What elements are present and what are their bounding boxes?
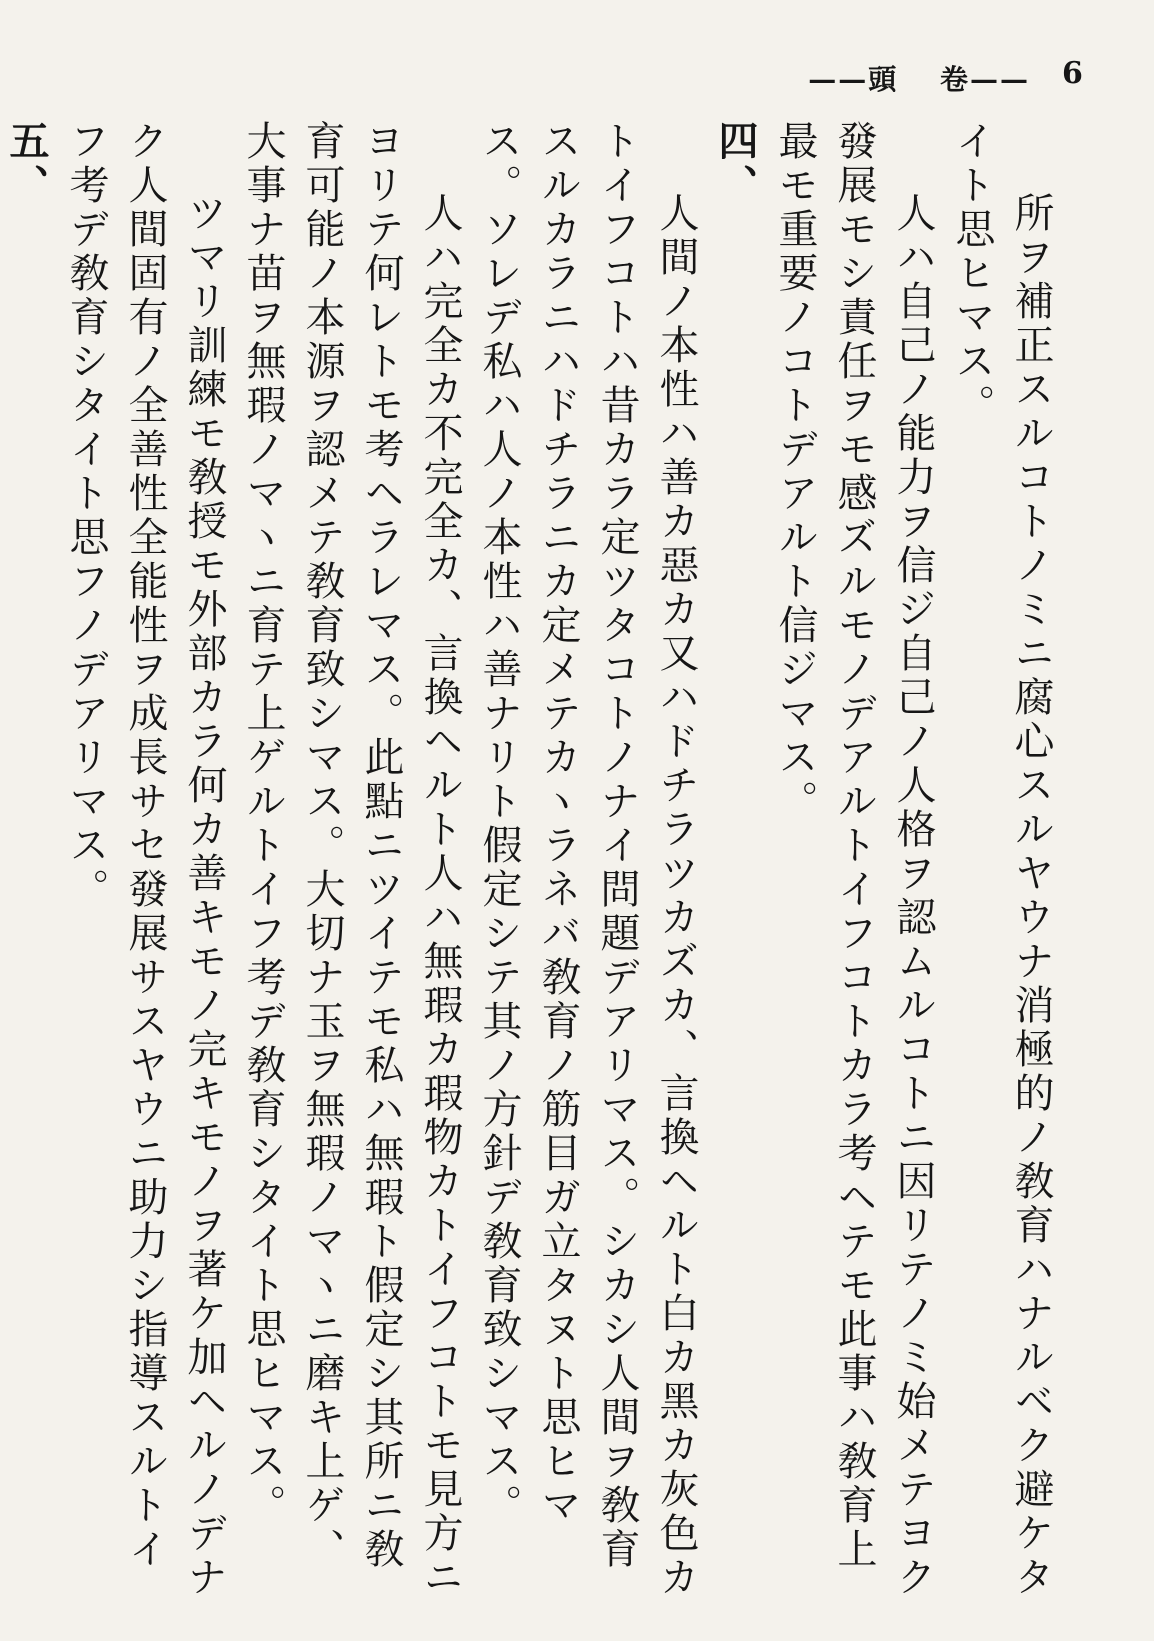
paragraph: 所ヲ補正スルコトノミニ腐心スルヤウナ消極的ノ敎育ハナルベク避ケタイト思ヒマス。: [949, 120, 1054, 1600]
paragraph: 人間ノ本性ハ善カ惡カ又ハドチラツカズカ、言換ヘルト白カ黑カ灰色カトイフコトハ昔カラ定ツタコトノナイ問題デアリマス。シカシ人間ヲ敎育スルカラニハドチラニカ定メテカヽラネバ敎育ノ筋目ガ立タヌト思ヒマス。ソレデ私ハ人ノ本性ハ善ナリト假定シテ其ノ方針デ敎育致シマス。: [476, 120, 699, 1600]
item-number: 四、: [712, 120, 759, 208]
item-number: 五、: [3, 120, 50, 208]
body-text: [3, 120, 1060, 1600]
paragraph: 人ハ自己ノ能力ヲ信ジ自己ノ人格ヲ認ムルコトニ因リテノミ始メテヨク發展モシ責任ヲモ感ズルモノデアルトイフコトカラ考ヘテモ此事ハ敎育上最モ重要ノコトデアルト信ジマス。: [772, 120, 936, 1600]
section-number: [705, 120, 765, 1600]
running-head: [740, 58, 1030, 98]
page-number: 6: [1062, 56, 1083, 91]
paragraph: 人ハ完全カ不完全カ、言換ヘルト人ハ無瑕カ瑕物カトイフコトモ見方ニヨリテ何レトモ考ヘラレマス。此點ニツイテモ私ハ無瑕ト假定シ其所ニ敎育可能ノ本源ヲ認メテ敎育致シマス。大切ナ玉ヲ無瑕ノマヽニ磨キ上ゲ、大事ナ苗ヲ無瑕ノマヽニ育テ上ゲルトイフ考デ敎育シタイト思ヒマス。: [240, 120, 463, 1600]
running-head-text: ——頭 卷——: [808, 63, 1030, 96]
paragraph: ツマリ訓練モ敎授モ外部カラ何カ善キモノ完キモノヲ著ケ加ヘルノデナク人間固有ノ全善性全能性ヲ成長サセ發展サスヤウニ助力シ指導スルトイフ考デ敎育シタイト思フノデアリマス。: [63, 120, 227, 1600]
section-number: [0, 120, 56, 1600]
